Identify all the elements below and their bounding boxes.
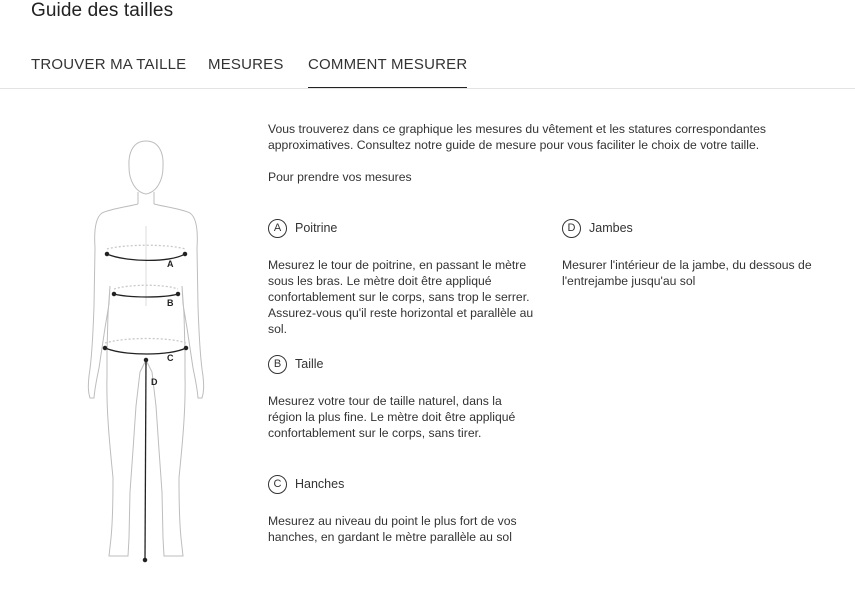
tab-find-my-size[interactable]: TROUVER MA TAILLE [31,56,187,73]
tab-how-to-measure[interactable]: COMMENT MESURER [308,56,467,88]
section-title: Jambes [589,221,633,235]
letter-d-badge: D [562,219,581,238]
section-waist [268,354,536,441]
section-description: Mesurer l'intérieur de la jambe, du dessous de l'entrejambe jusqu'au sol [562,258,812,288]
figure-label-a: A [167,259,174,269]
tabs-divider [0,88,855,89]
section-title: Poitrine [295,221,338,235]
figure-label-d: D [151,377,158,387]
letter-a-badge: A [268,219,287,238]
intro-text: Vous trouverez dans ce graphique les mesures du vêtement et les statures correspondantes approximatives. Consultez notre guide de mesure pour vous faciliter le choix de votre taille. [268,122,766,152]
section-description: Mesurez au niveau du point le plus fort de vos hanches, en gardant le mètre parallèle au sol [268,514,517,544]
section-legs [562,218,827,289]
tab-measurements[interactable]: MESURES [208,56,284,73]
letter-b-badge: B [268,355,287,374]
body-measurement-figure [80,136,220,568]
figure-label-b: B [167,298,174,308]
section-description: Mesurez votre tour de taille naturel, dans la région la plus fine. Le mètre doit être appliqué confortablement sur le corps, sans tirer. [268,394,516,440]
section-description: Mesurez le tour de poitrine, en passant le mètre sous les bras. Le mètre doit être appliqué confortablement sur le corps, sans trop le serrer. Assurez-vous qu'il reste horizontal et parallèle au sol. [268,258,534,336]
section-title: Hanches [295,477,345,491]
section-hips [268,474,530,545]
figure-label-c: C [167,353,174,363]
letter-c-badge: C [268,475,287,494]
section-title: Taille [295,357,324,371]
section-chest [268,218,536,337]
howto-heading: Pour prendre vos mesures [268,170,412,184]
page-title: Guide des tailles [31,0,174,21]
